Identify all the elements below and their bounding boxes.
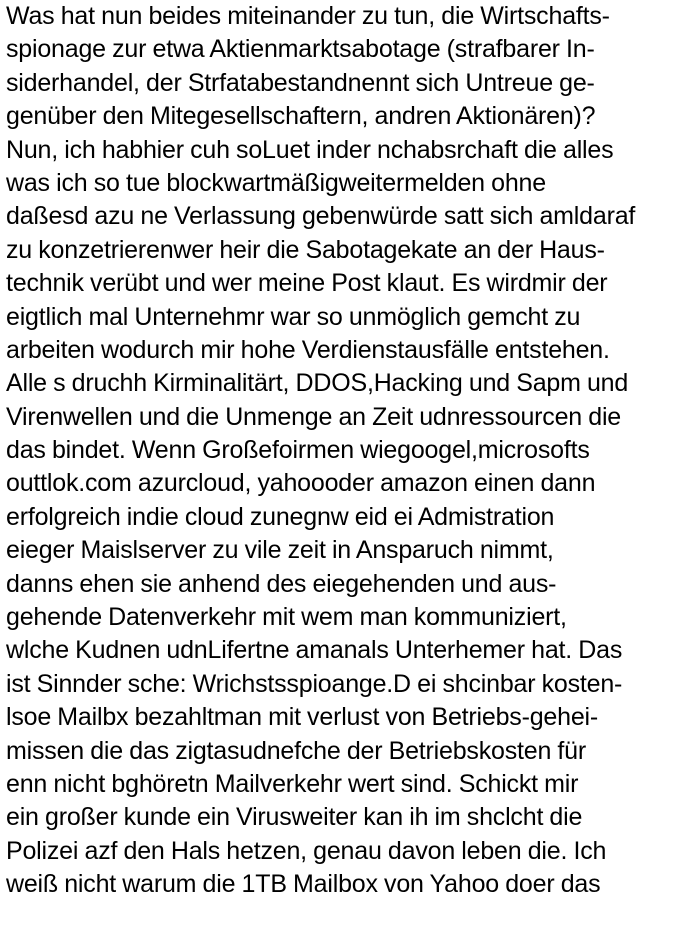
body-text — [6, 0, 682, 902]
text-line-6: was ich so tue blockwartmäßigweitermelden ohne — [6, 168, 546, 197]
text-line-18: danns ehen sie anhend des eiegehenden und aus- — [6, 569, 557, 598]
text-line-26: Polizei azf den Hals hetzen, genau davon leben die. Ich — [6, 836, 607, 865]
text-line-12: Alle s druchh Kirminalitärt, DDOS,Hacking und Sapm und — [6, 369, 629, 398]
text-line-16: erfolgreich indie cloud zunegnw eid ei Admistration — [6, 502, 555, 531]
text-line-27: weiß nicht warum die 1TB Mailbox von Yahoo doer das — [6, 870, 601, 899]
text-line-7: daßesd azu ne Verlassung gebenwürde satt sich amldaraf — [6, 202, 636, 231]
text-line-8: zu konzetrierenwer heir die Sabotagekate an der Haus- — [6, 235, 605, 264]
text-line-24: enn nicht bghöretn Mailverkehr wert sind. Schickt mir — [6, 769, 579, 798]
text-line-4: genüber den Mitegesellschaftern, andren Aktionären)? — [6, 102, 596, 131]
text-line-17: eieger Maislserver zu vile zeit in Ansparuch nimmt, — [6, 536, 554, 565]
text-line-11: arbeiten wodurch mir hohe Verdienstausfälle entstehen. — [6, 335, 610, 364]
text-line-1: Was hat nun beides miteinander zu tun, die Wirtschafts- — [6, 2, 610, 30]
text-line-15: outtlok.com azurcloud, yahoooder amazon einen dann — [6, 469, 596, 498]
text-line-3: siderhandel, der Strfatabestandnennt sich Untreue ge- — [6, 68, 595, 97]
text-line-2: spionage zur etwa Aktienmarktsabotage (strafbarer In- — [6, 35, 595, 64]
text-line-25: ein großer kunde ein Virusweiter kan ih im shclcht die — [6, 803, 583, 832]
text-line-20: wlche Kudnen udnLifertne amanals Unterhemer hat. Das — [6, 636, 623, 665]
text-line-13: Virenwellen und die Unmenge an Zeit udnressourcen die — [6, 402, 622, 431]
text-line-23: missen die das zigtasudnefche der Betriebskosten für — [6, 736, 586, 765]
text-line-14: das bindet. Wenn Großefoirmen wiegoogel,microsofts — [6, 436, 590, 465]
text-line-9: technik verübt und wer meine Post klaut. Es wirdmir der — [6, 269, 608, 298]
text-line-19: gehende Datenverkehr mit wem man kommuniziert, — [6, 603, 567, 632]
text-line-5: Nun, ich habhier cuh soLuet inder nchabsrchaft die alles — [6, 135, 614, 164]
text-line-10: eigtlich mal Unternehmr war so unmöglich gemcht zu — [6, 302, 581, 331]
text-line-22: lsoe Mailbx bezahltman mit verlust von Betriebs-gehei- — [6, 703, 599, 732]
text-line-21: ist Sinnder sche: Wrichstsspioange.D ei shcinbar kosten- — [6, 669, 623, 698]
